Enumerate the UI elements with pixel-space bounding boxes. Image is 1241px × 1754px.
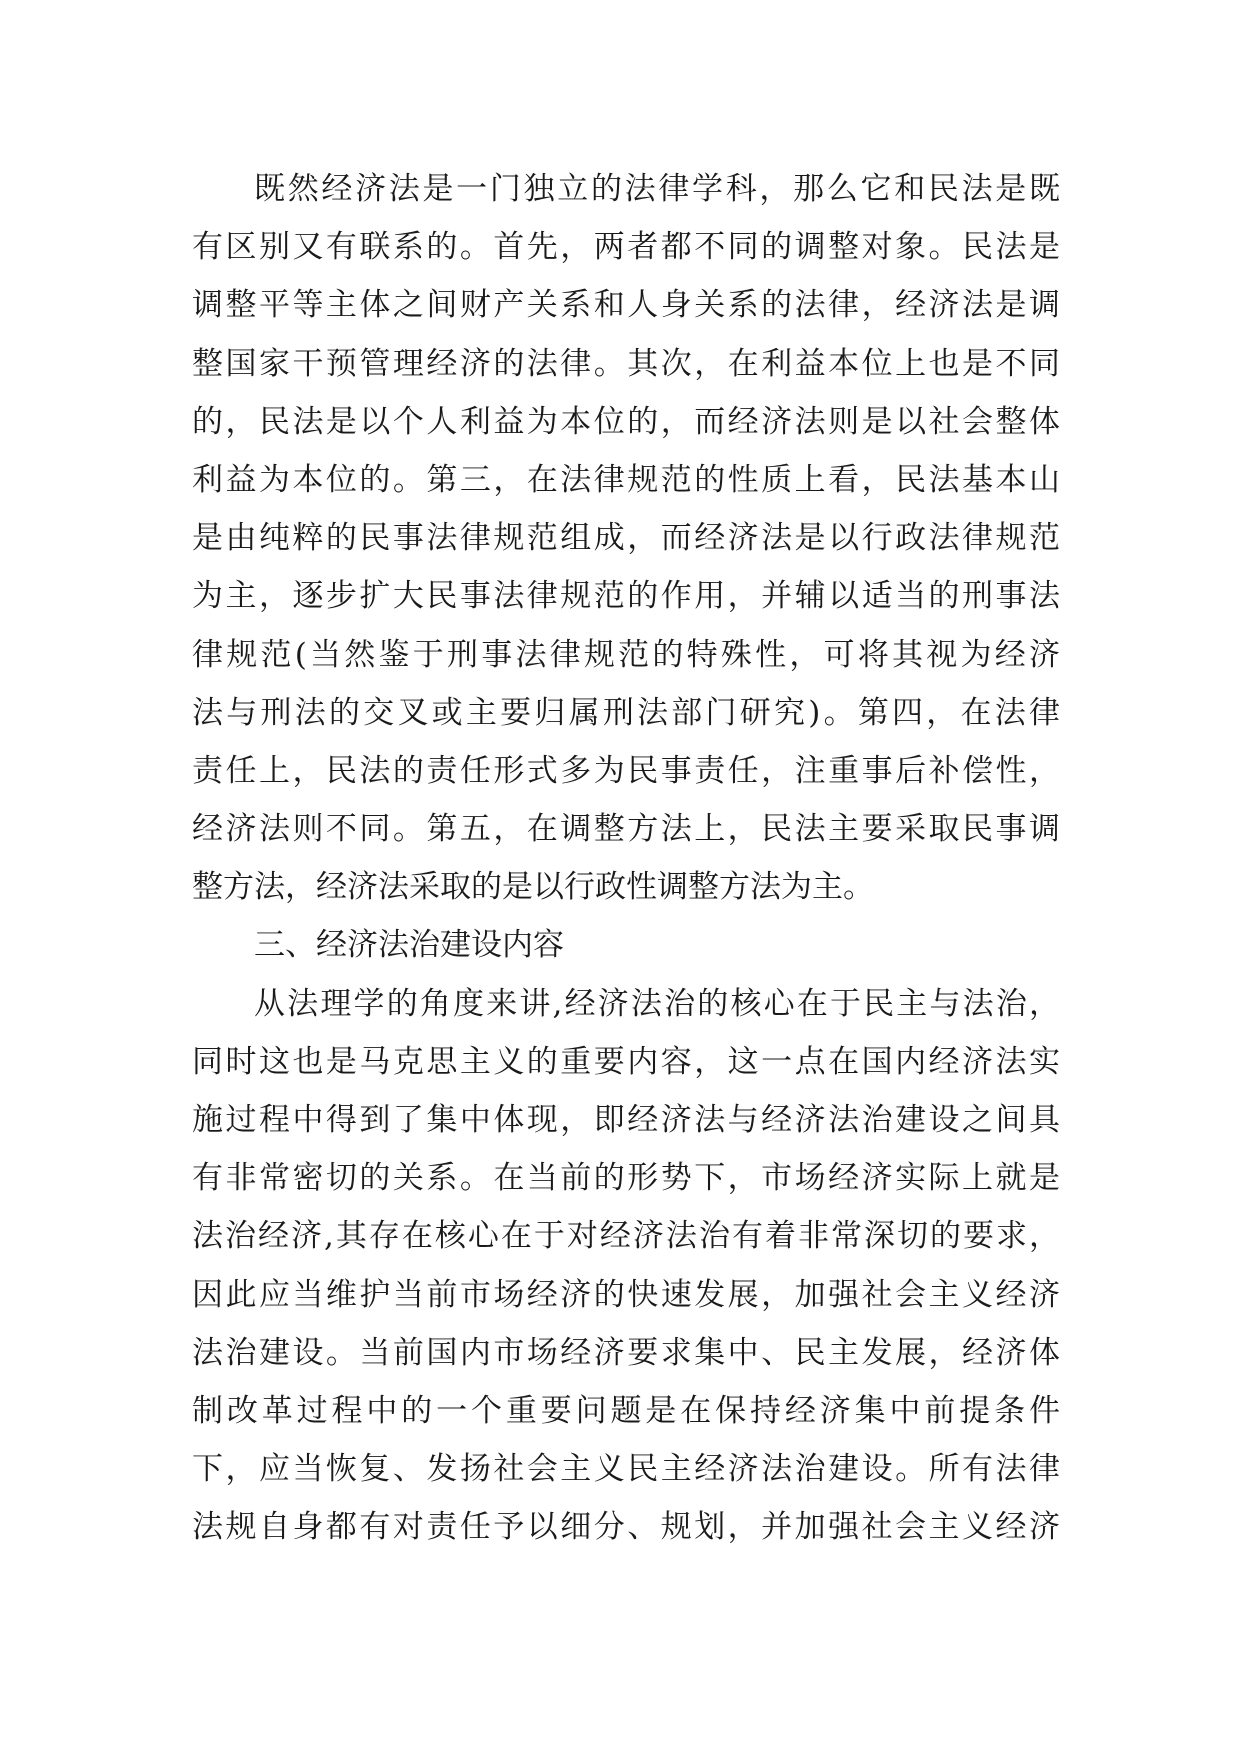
text-line: 法规自身都有对责任予以细分、规划，并加强社会主义经济 [192,1509,1060,1546]
section-heading: 三、经济法治建设内容 [254,927,564,964]
text-line: 整国家干预管理经济的法律。其次，在利益本位上也是不同 [192,345,1060,382]
text-line: 整方法，经济法采取的是以行政性调整方法为主。 [192,869,874,906]
text-line: 利益为本位的。第三，在法律规范的性质上看，民法基本山 [192,461,1060,498]
text-line: 既然经济法是一门独立的法律学科，那么它和民法是既 [254,171,1060,207]
text-line: 施过程中得到了集中体现，即经济法与经济法治建设之间具 [192,1102,1060,1138]
text-line: 律规范(当然鉴于刑事法律规范的特殊性，可将其视为经济 [192,636,1060,673]
text-line: 法与刑法的交叉或主要归属刑法部门研究)。第四，在法律 [192,694,1060,731]
paragraph-economic-rule-of-law [192,975,1060,1557]
text-line: 调整平等主体之间财产关系和人身关系的法律，经济法是调 [192,287,1060,324]
text-line: 是由纯粹的民事法律规范组成，而经济法是以行政法律规范 [192,520,1060,557]
document-body [192,160,1060,1557]
text-line: 法治建设。当前国内市场经济要求集中、民主发展，经济体 [192,1334,1060,1371]
text-line: 责任上，民法的责任形式多为民事责任，注重事后补偿性， [192,752,1060,789]
text-line: 法治经济,其存在核心在于对经济法治有着非常深切的要求， [192,1218,1060,1255]
text-line: 同时这也是马克思主义的重要内容，这一点在国内经济法实 [192,1043,1060,1080]
text-line: 因此应当维护当前市场经济的快速发展，加强社会主义经济 [192,1276,1060,1313]
text-line: 制改革过程中的一个重要问题是在保持经济集中前提条件 [192,1392,1060,1429]
text-line: 有非常密切的关系。在当前的形势下，市场经济实际上就是 [192,1160,1060,1197]
text-line: 有区别又有联系的。首先，两者都不同的调整对象。民法是 [192,229,1060,266]
text-line: 为主，逐步扩大民事法律规范的作用，并辅以适当的刑事法 [192,578,1060,615]
text-line: 的，民法是以个人利益为本位的，而经济法则是以社会整体 [192,403,1060,440]
text-line: 从法理学的角度来讲,经济法治的核心在于民主与法治， [254,985,1060,1022]
text-line: 经济法则不同。第五，在调整方法上，民法主要采取民事调 [192,811,1060,848]
text-line: 下，应当恢复、发扬社会主义民主经济法治建设。所有法律 [192,1451,1060,1488]
paragraph-differences [192,160,1060,916]
